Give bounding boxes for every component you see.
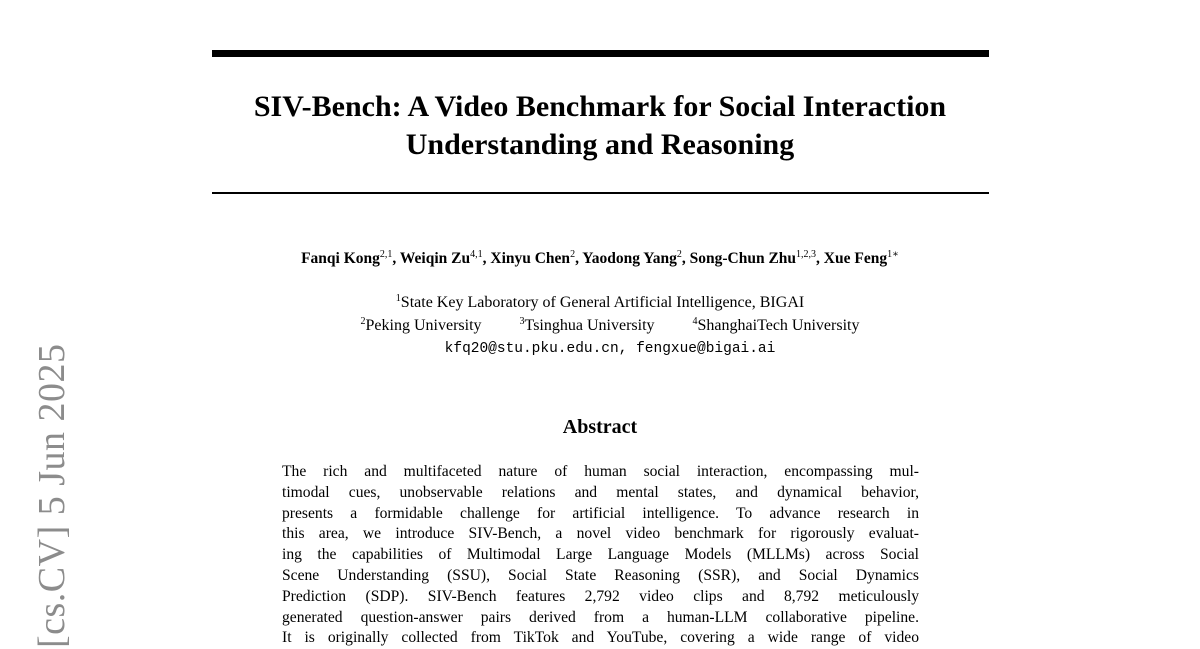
arxiv-side-stamp: [cs.CV] 5 Jun 2025 xyxy=(31,343,73,648)
affiliation: $^2$Peking University xyxy=(360,316,482,334)
abstract-line: ing the capabilities of Multimodal Large Language Models (MLLMs) across Social xyxy=(282,546,919,564)
author: Yaodong Yang$^2$, xyxy=(582,249,690,267)
author: Fanqi Kong$^{2,1}$, xyxy=(301,249,400,267)
title-bottom-rule xyxy=(212,192,989,194)
abstract-heading: Abstract xyxy=(562,416,638,438)
affiliation: $^3$Tsinghua University xyxy=(519,316,655,334)
abstract-body xyxy=(282,462,919,649)
abstract-line: The rich and multifaceted nature of human social interaction, encompassing mul- xyxy=(282,463,919,480)
title-line-2: Understanding and Reasoning xyxy=(405,128,795,161)
affiliation-primary: $^1$State Key Laboratory of General Artificial Intelligence, BIGAI xyxy=(395,293,805,311)
affiliation-secondary xyxy=(250,316,970,336)
affiliation: $^4$ShanghaiTech University xyxy=(692,316,860,334)
abstract-line: Prediction (SDP). SIV-Bench features 2,792 video clips and 8,792 meticulously xyxy=(282,587,919,605)
abstract-line: timodal cues, unobservable relations and mental states, and dynamical behavior, xyxy=(282,483,919,501)
author: Xue Feng$^{1∗}$ xyxy=(823,249,899,267)
author: Song-Chun Zhu$^{1,2,3}$, xyxy=(689,249,824,267)
abstract-line: generated question-answer pairs derived from a human-LLM collaborative pipeline. xyxy=(282,608,919,626)
title-top-rule xyxy=(212,50,989,57)
paper-title xyxy=(190,88,1010,164)
title-line-1: SIV-Bench: A Video Benchmark for Social Interaction xyxy=(253,90,947,123)
author: Weiqin Zu$^{4,1}$, xyxy=(399,249,491,267)
abstract-line: this area, we introduce SIV-Bench, a novel video benchmark for rigorously evaluat- xyxy=(282,525,919,543)
abstract-line: presents a formidable challenge for artificial intelligence. To advance research in xyxy=(282,504,919,522)
abstract-line: Scene Understanding (SSU), Social State Reasoning (SSR), and Social Dynamics xyxy=(282,566,919,584)
author: Xinyu Chen$^2$, xyxy=(490,249,583,267)
author-list xyxy=(150,249,1050,269)
abstract-line: It is originally collected from TikTok and YouTube, covering a wide range of video xyxy=(282,629,919,647)
contact-emails: kfq20@stu.pku.edu.cn, fengxue@bigai.ai xyxy=(444,341,776,357)
